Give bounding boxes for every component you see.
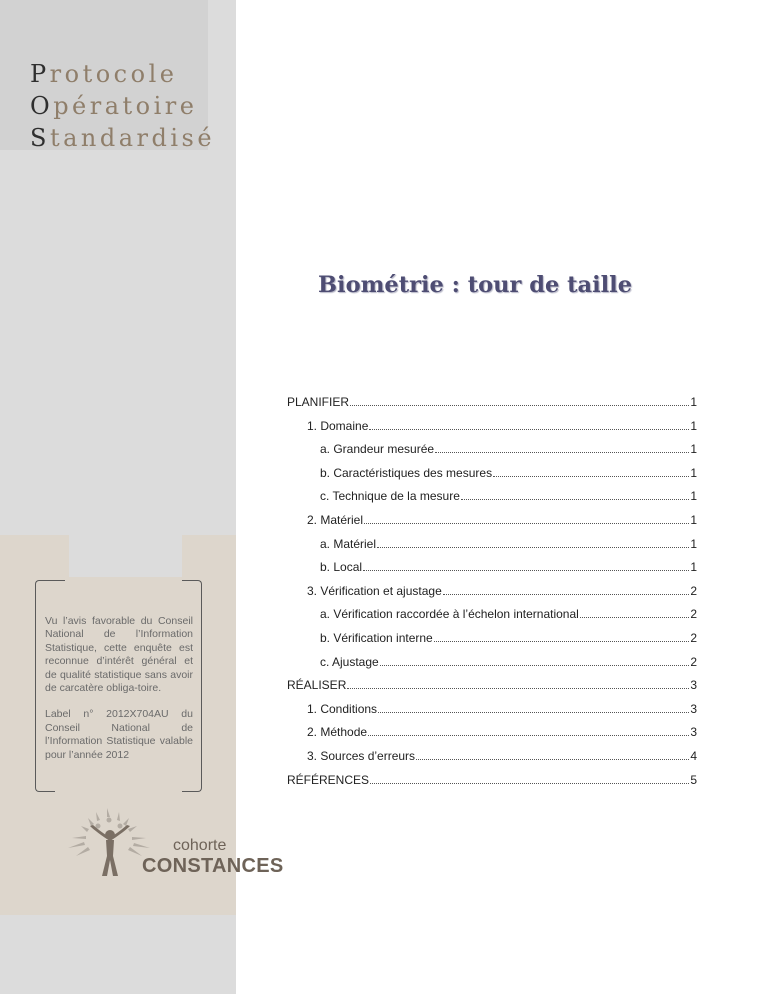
toc-label: 1. Domaine xyxy=(307,418,369,433)
toc-leader xyxy=(380,656,690,666)
pos-heading xyxy=(30,58,215,154)
toc-label: b. Local xyxy=(320,560,363,575)
toc-leader xyxy=(416,750,689,760)
toc-page-number: 1 xyxy=(690,465,697,480)
toc-entry-domaine[interactable] xyxy=(287,419,697,443)
bracket-corner-top-left xyxy=(35,580,65,602)
toc-label: PLANIFIER xyxy=(287,395,350,409)
toc-label: c. Ajustage xyxy=(320,654,379,669)
cnis-notice xyxy=(45,615,193,775)
toc-label: b. Vérification interne xyxy=(320,630,433,645)
bracket-corner-top-right xyxy=(182,580,202,602)
pos-initial: O xyxy=(30,92,54,120)
toc-leader xyxy=(461,490,689,500)
toc-entry-verification-internationale[interactable] xyxy=(287,607,697,631)
pos-line-protocole xyxy=(30,58,215,90)
logo-text-constances: CONSTANCES xyxy=(142,855,284,877)
toc-label: 3. Vérification et ajustage xyxy=(307,583,442,598)
toc-page-number: 1 xyxy=(690,418,697,433)
toc-leader xyxy=(370,774,689,784)
toc-leader xyxy=(378,703,689,713)
pos-rest: tandardisé xyxy=(49,124,216,152)
toc-leader xyxy=(350,396,689,406)
toc-page-number: 2 xyxy=(690,630,697,645)
logo-text-cohorte: cohorte xyxy=(173,837,227,854)
toc-label: c. Technique de la mesure xyxy=(320,489,460,504)
toc-page-number: 2 xyxy=(690,654,697,669)
toc-page-number: 1 xyxy=(690,395,697,409)
toc-page-number: 1 xyxy=(690,512,697,527)
toc-label: a. Matériel xyxy=(320,536,377,551)
toc-entry-sources-erreurs[interactable] xyxy=(287,749,697,773)
pos-rest: rotocole xyxy=(49,60,178,88)
toc-page-number: 1 xyxy=(690,536,697,551)
notice-paragraph-label: Label n° 2012X704AU du Conseil National de l’Information Statistique valable pour l’année 2012 xyxy=(45,708,193,761)
toc-page-number: 5 xyxy=(690,772,697,787)
toc-label: 1. Conditions xyxy=(307,701,378,716)
pos-initial: S xyxy=(30,124,50,152)
toc-leader xyxy=(368,726,689,736)
toc-page-number: 3 xyxy=(690,678,697,693)
toc-leader xyxy=(364,514,689,524)
toc-entry-methode[interactable] xyxy=(287,725,697,749)
document-title: Biométrie : tour de taille xyxy=(318,272,633,298)
toc-label: 3. Sources d’erreurs xyxy=(307,748,416,763)
bracket-right-line xyxy=(201,602,202,770)
toc-leader xyxy=(369,420,689,430)
toc-page-number: 1 xyxy=(690,489,697,504)
toc-entry-realiser[interactable] xyxy=(287,678,697,702)
pos-rest: pératoire xyxy=(53,92,198,120)
toc-page-number: 3 xyxy=(690,725,697,740)
toc-entry-technique[interactable] xyxy=(287,489,697,513)
pos-line-operatoire xyxy=(30,90,215,122)
constances-logo xyxy=(66,806,284,884)
bracket-left-line xyxy=(35,602,36,770)
toc-page-number: 1 xyxy=(690,442,697,457)
toc-entry-verification-ajustage[interactable] xyxy=(287,584,697,608)
toc-label: a. Grandeur mesurée xyxy=(320,442,435,457)
toc-leader xyxy=(434,632,690,642)
toc-label: 2. Méthode xyxy=(307,725,368,740)
sidebar-notch xyxy=(69,535,182,577)
toc-entry-materiel[interactable] xyxy=(287,513,697,537)
toc-label: RÉFÉRENCES xyxy=(287,772,370,787)
toc-page-number: 4 xyxy=(690,748,697,763)
toc-page-number: 2 xyxy=(690,583,697,598)
toc-entry-caracteristiques[interactable] xyxy=(287,466,697,490)
toc-label: RÉALISER xyxy=(287,678,347,693)
pos-initial: P xyxy=(30,60,50,88)
toc-entry-grandeur-mesuree[interactable] xyxy=(287,442,697,466)
pos-line-standardise xyxy=(30,122,215,154)
toc-entry-materiel-sub[interactable] xyxy=(287,537,697,561)
toc-leader xyxy=(580,608,689,618)
toc-leader xyxy=(493,467,689,477)
toc-entry-planifier[interactable] xyxy=(287,395,697,419)
toc-leader xyxy=(363,561,689,571)
toc-leader xyxy=(435,443,689,453)
toc-leader xyxy=(377,538,689,548)
toc-page-number: 2 xyxy=(690,607,697,622)
toc-label: a. Vérification raccordée à l’échelon international xyxy=(320,607,579,622)
toc-entry-references[interactable] xyxy=(287,773,697,797)
toc-entry-ajustage[interactable] xyxy=(287,655,697,679)
toc-label: b. Caractéristiques des mesures xyxy=(320,465,493,480)
toc-entry-verification-interne[interactable] xyxy=(287,631,697,655)
toc-page-number: 1 xyxy=(690,560,697,575)
toc-leader xyxy=(347,679,689,689)
notice-paragraph-approval: Vu l’avis favorable du Conseil National de l’Information Statistique, cette enquête est reconnue d’intérêt général et de qualité statistique sans avoir de carcatère obliga-toire. xyxy=(45,615,193,695)
toc-label: 2. Matériel xyxy=(307,512,364,527)
toc-entry-conditions[interactable] xyxy=(287,702,697,726)
toc-page-number: 3 xyxy=(690,701,697,716)
table-of-contents xyxy=(287,395,697,796)
toc-entry-local[interactable] xyxy=(287,560,697,584)
toc-leader xyxy=(443,585,690,595)
